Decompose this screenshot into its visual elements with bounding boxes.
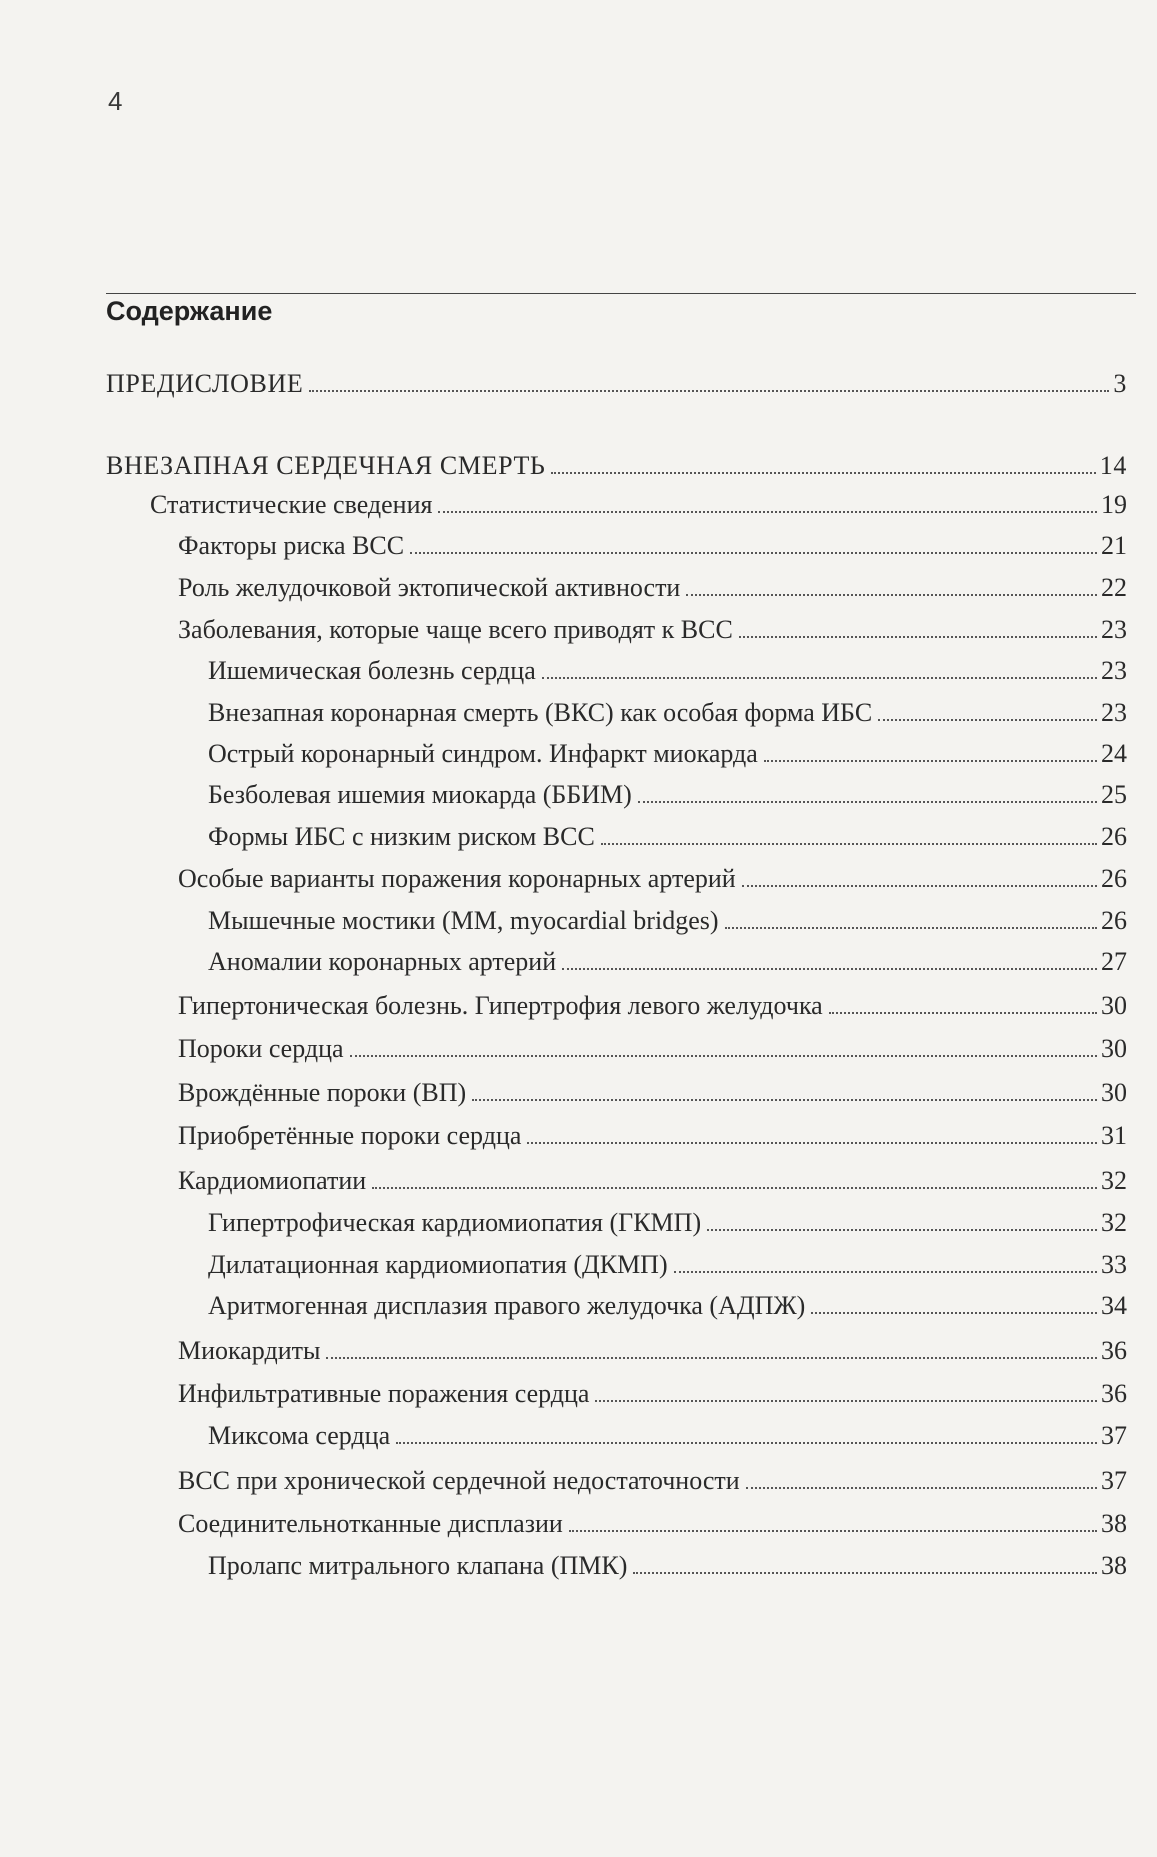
- toc-entry: [178, 990, 1127, 1022]
- dot-leader: [638, 801, 1097, 803]
- toc-entry-page: 22: [1101, 573, 1127, 602]
- toc-entry-page: 36: [1101, 1336, 1127, 1365]
- toc-entry: [178, 530, 1127, 562]
- dot-leader: [472, 1099, 1097, 1101]
- toc-entry-title: Пролапс митрального клапана (ПМК): [208, 1551, 628, 1580]
- dot-leader: [595, 1400, 1097, 1402]
- toc-entry: [208, 697, 1127, 729]
- toc-entry: [178, 1120, 1127, 1152]
- toc-entry: [208, 821, 1127, 853]
- toc-entry: [208, 1420, 1127, 1452]
- dot-leader: [551, 472, 1095, 474]
- toc-entry-title: Аритмогенная дисплазия правого желудочка (АДПЖ): [208, 1291, 806, 1320]
- dot-leader: [562, 968, 1097, 970]
- toc-entry-page: 36: [1101, 1379, 1127, 1408]
- dot-leader: [438, 511, 1097, 513]
- toc-entry: [178, 1465, 1127, 1497]
- toc-entry-page: 14: [1099, 451, 1127, 480]
- toc-entry-title: Факторы риска ВСС: [178, 531, 405, 560]
- toc-entry: [150, 489, 1127, 521]
- dot-leader: [764, 760, 1097, 762]
- toc-entry-page: 32: [1101, 1166, 1127, 1195]
- toc-entry-page: 38: [1101, 1551, 1127, 1580]
- toc-entry-page: 23: [1101, 615, 1127, 644]
- toc-entry: [208, 779, 1127, 811]
- dot-leader: [527, 1142, 1097, 1144]
- toc-entry: [106, 450, 1127, 482]
- toc-entry-page: 37: [1101, 1466, 1127, 1495]
- toc-entry-page: 23: [1101, 698, 1127, 727]
- toc-entry-page: 27: [1101, 947, 1127, 976]
- toc-entry-title: Приобретённые пороки сердца: [178, 1121, 522, 1150]
- toc-entry-page: 31: [1101, 1121, 1127, 1150]
- toc-entry-title: Формы ИБС с низким риском ВСС: [208, 822, 595, 851]
- toc-entry-page: 25: [1101, 780, 1127, 809]
- toc-entry-title: Гипертоническая болезнь. Гипертрофия левого желудочка: [178, 991, 823, 1020]
- toc-entry-page: 37: [1101, 1421, 1127, 1450]
- dot-leader: [326, 1357, 1097, 1359]
- toc-entry-title: ВНЕЗАПНАЯ СЕРДЕЧНАЯ СМЕРТЬ: [106, 451, 546, 480]
- toc-entry-page: 24: [1101, 739, 1127, 768]
- toc-entry: [178, 863, 1127, 895]
- toc-entry-title: Аномалии коронарных артерий: [208, 947, 557, 976]
- toc-entry-title: Особые варианты поражения коронарных артерий: [178, 864, 736, 893]
- toc-entry-page: 30: [1101, 1078, 1127, 1107]
- toc-entry-page: 32: [1101, 1208, 1127, 1237]
- toc-entry-title: Кардиомиопатии: [178, 1166, 367, 1195]
- toc-heading: Содержание: [106, 296, 273, 326]
- toc-entry-title: Безболевая ишемия миокарда (ББИМ): [208, 780, 632, 809]
- toc-entry-page: 30: [1101, 1034, 1127, 1063]
- toc-entry-title: Врождённые пороки (ВП): [178, 1078, 467, 1107]
- toc-entry-page: 26: [1101, 822, 1127, 851]
- dot-leader: [309, 390, 1109, 392]
- toc-entry-title: Статистические сведения: [150, 490, 433, 519]
- toc-entry-page: 23: [1101, 656, 1127, 685]
- dot-leader: [739, 636, 1097, 638]
- dot-leader: [601, 843, 1097, 845]
- toc-entry-title: Заболевания, которые чаще всего приводят к ВСС: [178, 615, 733, 644]
- toc-entry: [178, 1165, 1127, 1197]
- dot-leader: [569, 1530, 1097, 1532]
- toc-entry: [208, 738, 1127, 770]
- toc-entry-title: Мышечные мостики (ММ, myocardial bridges): [208, 906, 719, 935]
- toc-entry: [208, 946, 1127, 978]
- toc-entry: [208, 655, 1127, 687]
- toc-entry-page: 33: [1101, 1250, 1127, 1279]
- toc-entry-title: Роль желудочковой эктопической активности: [178, 573, 681, 602]
- toc-entry: [178, 1508, 1127, 1540]
- toc-entry-page: 26: [1101, 864, 1127, 893]
- toc-entry-page: 30: [1101, 991, 1127, 1020]
- toc-entry-title: Гипертрофическая кардиомиопатия (ГКМП): [208, 1208, 702, 1237]
- toc-entry-title: Внезапная коронарная смерть (ВКС) как особая форма ИБС: [208, 698, 873, 727]
- toc-entry-page: 21: [1101, 531, 1127, 560]
- toc-entry: [208, 1249, 1127, 1281]
- dot-leader: [542, 677, 1097, 679]
- dot-leader: [742, 885, 1097, 887]
- toc-entry: [208, 905, 1127, 937]
- toc-entry: [208, 1550, 1127, 1582]
- dot-leader: [811, 1312, 1097, 1314]
- toc-entry-title: Ишемическая болезнь сердца: [208, 656, 536, 685]
- dot-leader: [725, 927, 1097, 929]
- toc-entry: [178, 1335, 1127, 1367]
- toc-entry: [178, 1378, 1127, 1410]
- dot-leader: [410, 552, 1097, 554]
- toc-entry-page: 26: [1101, 906, 1127, 935]
- dot-leader: [633, 1572, 1097, 1574]
- toc-entry-title: ПРЕДИСЛОВИЕ: [106, 369, 304, 398]
- toc-entry: [208, 1290, 1127, 1322]
- toc-entry-page: 19: [1101, 490, 1127, 519]
- toc-entry: [106, 368, 1127, 400]
- toc-entry-title: Пороки сердца: [178, 1034, 344, 1063]
- dot-leader: [350, 1055, 1097, 1057]
- dot-leader: [674, 1271, 1097, 1273]
- toc-entry: [178, 572, 1127, 604]
- dot-leader: [878, 719, 1097, 721]
- toc-entry-page: 3: [1113, 369, 1127, 398]
- toc-entry-title: Соединительнотканные дисплазии: [178, 1509, 563, 1538]
- toc-entry-title: Острый коронарный синдром. Инфаркт миокарда: [208, 739, 758, 768]
- toc-entry: [208, 1207, 1127, 1239]
- dot-leader: [396, 1442, 1097, 1444]
- toc-entry-page: 38: [1101, 1509, 1127, 1538]
- dot-leader: [746, 1487, 1097, 1489]
- dot-leader: [707, 1229, 1097, 1231]
- dot-leader: [686, 594, 1097, 596]
- toc-entry-title: ВСС при хронической сердечной недостаточности: [178, 1466, 740, 1495]
- toc-entry: [178, 614, 1127, 646]
- dot-leader: [372, 1187, 1097, 1189]
- page-number: 4: [108, 86, 123, 116]
- toc-entry-page: 34: [1101, 1291, 1127, 1320]
- toc-entry-title: Инфильтративные поражения сердца: [178, 1379, 590, 1408]
- toc-entry-title: Дилатационная кардиомиопатия (ДКМП): [208, 1250, 668, 1279]
- toc-entry: [178, 1033, 1127, 1065]
- toc-entry-title: Миокардиты: [178, 1336, 321, 1365]
- toc-entry: [178, 1077, 1127, 1109]
- toc-entry-title: Миксома сердца: [208, 1421, 391, 1450]
- dot-leader: [829, 1012, 1097, 1014]
